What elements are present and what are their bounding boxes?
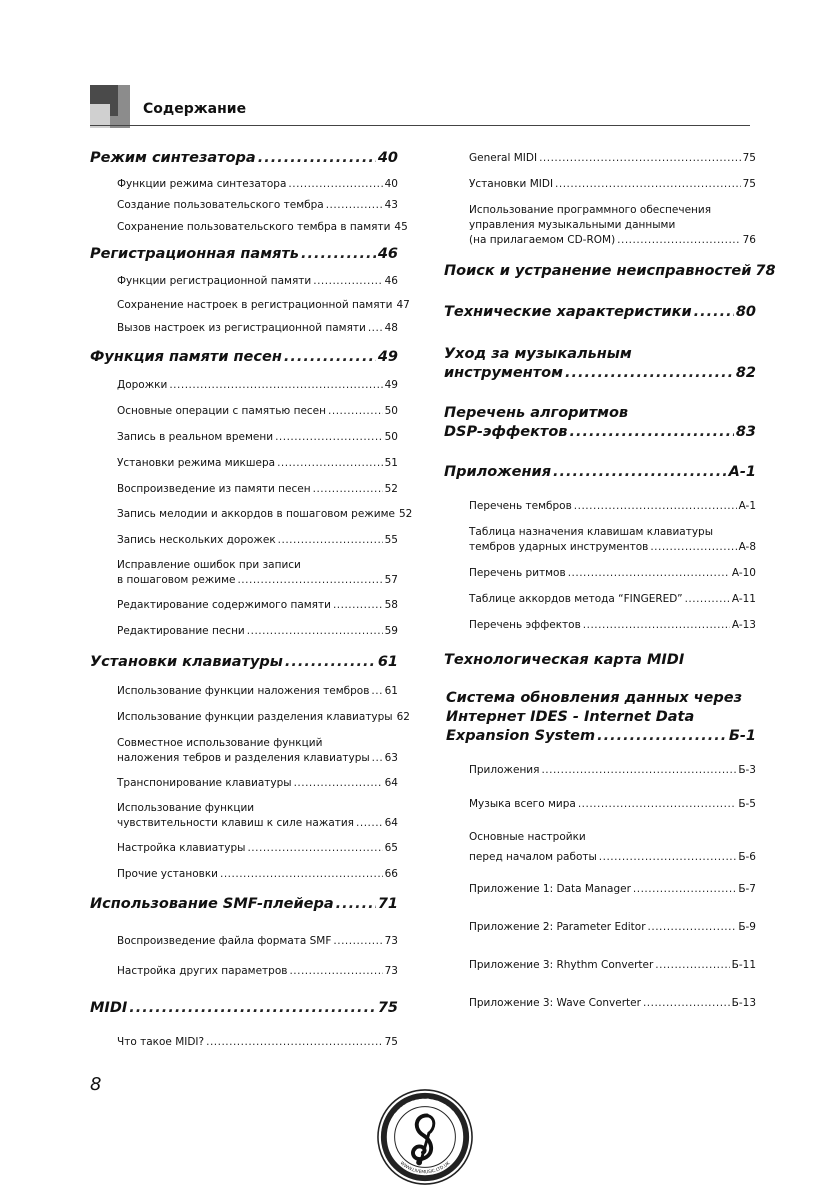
toc-item-multiline[interactable]: Таблица назначения клавишам клавиатуры тембров ударных инструментов ..... A-8 [469,525,756,555]
toc-item-multiline[interactable]: Исправление ошибок при записи в пошаговом режиме ..... 57 [117,558,398,588]
toc-section-song-memory[interactable]: Функция памяти песен ..... 49 [90,349,398,365]
header-rule [90,125,750,126]
toc-item[interactable]: Основные операции с памятью песен ..... 50 [117,404,398,419]
toc-item[interactable]: Дорожки ..... 49 [117,378,398,393]
toc-item[interactable]: Воспроизведение из памяти песен ..... 52 [117,482,398,497]
toc-item[interactable]: Настройка клавиатуры ..... 65 [117,841,398,856]
toc-item[interactable]: Таблице аккордов метода “FINGERED” ..... A-11 [469,592,756,607]
toc-section-appendix[interactable]: Приложения ..... A-1 [444,464,756,480]
toc-item[interactable]: Запись в реальном времени ..... 50 [117,430,398,445]
toc-section-troubleshooting[interactable]: Поиск и устранение неисправностей 78 [444,263,776,279]
toc-item[interactable]: Использование функции наложения тембров ..... 61 [117,684,398,699]
toc-item[interactable]: Приложение 2: Parameter Editor ..... Б-9 [469,920,756,935]
toc-section-keyboard[interactable]: Установки клавиатуры ..... 61 [90,654,398,670]
toc-item[interactable]: Сохранение настроек в регистрационной памяти 47 [117,299,410,311]
toc-item[interactable]: Музыка всего мира ..... Б-5 [469,797,756,812]
toc-item[interactable]: Приложения ..... Б-3 [469,763,756,778]
livemusic-seal-logo [376,1088,474,1186]
toc-item[interactable]: Перечень тембров ..... A-1 [469,499,756,514]
toc-item[interactable]: Редактирование содержимого памяти ..... 58 [117,598,398,613]
toc-item[interactable]: Функции режима синтезатора ..... 40 [117,177,398,192]
toc-item[interactable]: Транспонирование клавиатуры ..... 64 [117,776,398,791]
toc-item-multiline[interactable]: Использование функции чувствительности клавиш к силе нажатия ..... 64 [117,801,398,831]
toc-item[interactable]: Функции регистрационной памяти ..... 46 [117,274,398,289]
toc-item[interactable]: Запись нескольких дорожек ..... 55 [117,533,398,548]
toc-item-multiline[interactable]: Использование программного обеспечения управления музыкальными данными (на прилагаемом CD-ROM) ..... 76 [469,203,756,248]
toc-item[interactable]: Что такое MIDI? ..... 75 [117,1035,398,1050]
toc-item[interactable]: Приложение 1: Data Manager ..... Б-7 [469,882,756,897]
seal-bottom-text: WWW.LIVEMUSIC.LTD.UK [398,1161,452,1176]
toc-section-smf-player[interactable]: Использование SMF-плейера ..... 71 [90,896,398,912]
toc-item[interactable]: General MIDI ..... 75 [469,151,756,166]
toc-item[interactable]: Редактирование песни ..... 59 [117,624,398,639]
page-title: Содержание [143,101,247,117]
toc-section-midi[interactable]: MIDI ..... 75 [90,1000,398,1016]
toc-section-midi-chart[interactable]: Технологическая карта MIDI [444,652,685,668]
toc-item-multiline[interactable]: Основные настройки перед началом работы ..... Б-6 [469,827,756,867]
toc-item[interactable]: Запись мелодии и аккордов в пошаговом режиме 52 [117,508,413,520]
toc-section-ides[interactable]: Система обновления данных через Интернет IDES - Internet Data Expansion System ..... Б-1 [446,689,756,746]
toc-item[interactable]: Создание пользовательского тембра ..... 43 [117,198,398,213]
toc-section-dsp[interactable]: Перечень алгоритмов DSP-эффектов ..... 83 [444,404,756,442]
toc-item[interactable]: Установки MIDI ..... 75 [469,177,756,192]
toc-item[interactable]: Приложение 3: Rhythm Converter ..... Б-11 [469,958,756,973]
seal-ring-text: LIVEMUSIC.LTD [392,1097,458,1120]
toc-item[interactable]: Настройка других параметров ..... 73 [117,964,398,979]
toc-item[interactable]: Прочие установки ..... 66 [117,867,398,882]
toc-item[interactable]: Перечень эффектов ..... A-13 [469,618,756,633]
toc-item[interactable]: Сохранение пользовательского тембра в памяти 45 [117,221,408,233]
toc-item[interactable]: Использование функции разделения клавиатуры 62 [117,711,410,723]
toc-item[interactable]: Приложение 3: Wave Converter ..... Б-13 [469,996,756,1011]
toc-item[interactable]: Установки режима микшера ..... 51 [117,456,398,471]
toc-section-specifications[interactable]: Технические характеристики ..... 80 [444,304,756,320]
toc-item[interactable]: Воспроизведение файла формата SMF ..... 73 [117,934,398,949]
toc-item[interactable]: Перечень ритмов ..... A-10 [469,566,756,581]
toc-section-registration[interactable]: Регистрационная память ..... 46 [90,246,398,262]
toc-section-care[interactable]: Уход за музыкальным инструментом ..... 82 [444,345,756,383]
toc-item-multiline[interactable]: Совместное использование функций наложения тебров и разделения клавиатуры ..... 63 [117,736,398,766]
page-number: 8 [90,1074,102,1095]
toc-item[interactable]: Вызов настроек из регистрационной памяти ..... 48 [117,321,398,336]
toc-section-synth[interactable]: Режим синтезатора ..... 40 [90,150,398,166]
